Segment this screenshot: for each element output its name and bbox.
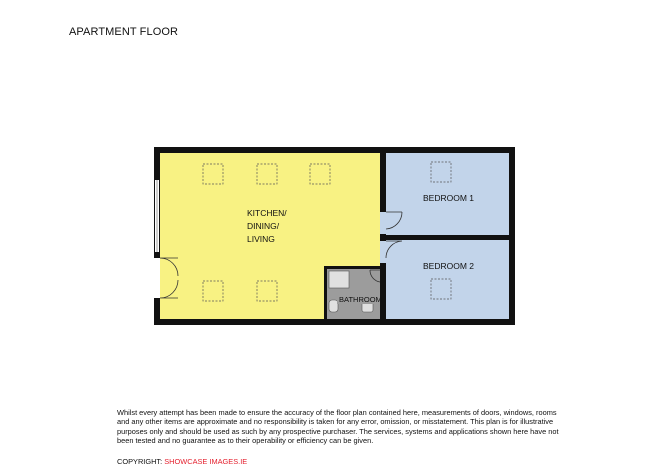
bedroom-2-label: BEDROOM 2 [423,261,475,271]
door-left-opening [154,258,160,298]
bathroom-label: BATHROOM [339,295,382,304]
copyright-label: COPYRIGHT: [117,457,165,466]
door-bedroom-2-opening [380,241,386,263]
copyright-brand: SHOWCASE IMAGES.IE [164,457,248,466]
bedroom-divider-wall [386,235,509,240]
bedroom-1-label: BEDROOM 1 [423,193,475,203]
kitchen-label-line-3: LIVING [247,234,275,244]
page-title: APARTMENT FLOOR [69,26,179,38]
shower-tray [329,271,349,288]
kitchen-label-line-1: KITCHEN/ [247,208,287,218]
door-bedroom-1-opening [380,212,386,234]
toilet [329,300,338,312]
copyright-line [117,457,247,466]
kitchen-label-line-2: DINING/ [247,221,280,231]
bedroom-2-room [386,240,509,319]
disclaimer-text: Whilst every attempt has been made to ensure the accuracy of the floor plan contained here, measurements of doors, windows, rooms and any other items are approximate and no responsibility is taken for any error, omission, or misstatement. This plan is for illustrative purposes only and should be used as such by any prospective purchaser. The services, systems and applications shown here have not been tested and no guarantee as to their operability or efficiency can be given. [117,408,559,445]
